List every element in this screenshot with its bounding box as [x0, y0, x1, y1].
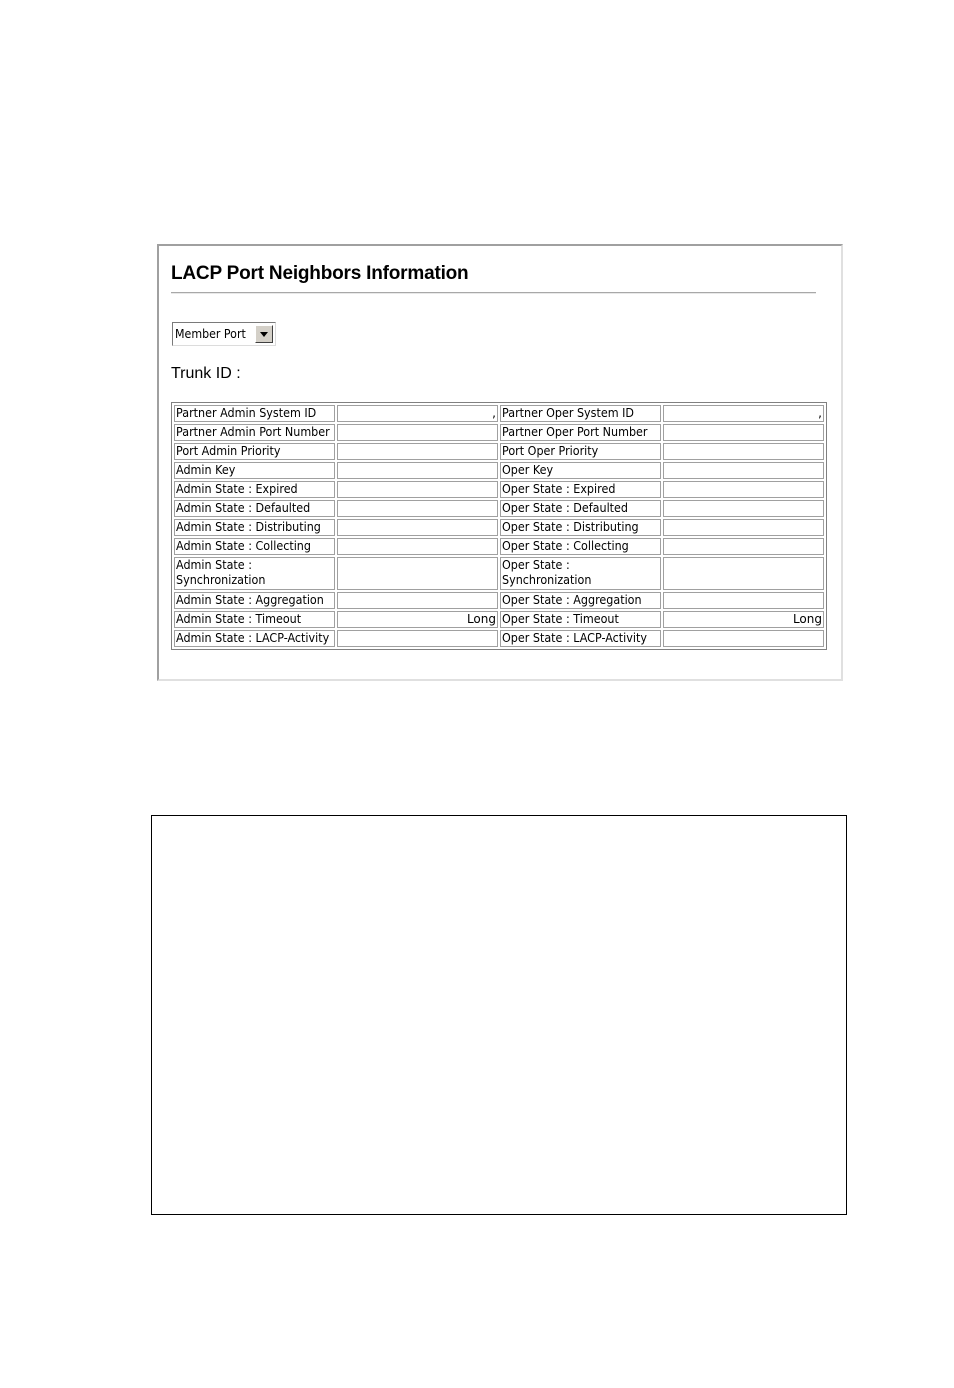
oper-field-value-cell — [663, 500, 824, 517]
admin-field-value-cell — [337, 462, 498, 479]
oper-field-value-cell — [663, 424, 824, 441]
oper-field-label-cell — [500, 611, 661, 628]
admin-field-value-cell — [337, 424, 498, 441]
oper-field-value-cell — [663, 592, 824, 609]
oper-field-value: Long — [792, 612, 822, 626]
oper-field-label-cell — [500, 462, 661, 479]
neighbors-info-table — [171, 402, 827, 650]
admin-field-value: , — [492, 406, 496, 420]
table-row — [174, 424, 824, 441]
admin-field-value-cell — [337, 592, 498, 609]
admin-field-value-cell — [337, 443, 498, 460]
table-row — [174, 630, 824, 647]
table-row — [174, 405, 824, 422]
table-row — [174, 481, 824, 498]
admin-field-value-cell — [337, 405, 498, 422]
admin-field-label: Admin State : Timeout — [176, 612, 302, 626]
trunk-id-label: Trunk ID : — [171, 365, 241, 382]
oper-field-value-cell — [663, 443, 824, 460]
oper-field-label-cell — [500, 557, 661, 590]
oper-field-label: Oper Key — [502, 463, 554, 477]
admin-field-label: Admin State : Defaulted — [176, 501, 311, 515]
oper-field-label: Partner Oper Port Number — [502, 425, 648, 439]
oper-field-label: Partner Oper System ID — [502, 406, 635, 420]
oper-field-label-cell — [500, 519, 661, 536]
oper-field-label-cell — [500, 592, 661, 609]
admin-field-value-cell — [337, 630, 498, 647]
admin-field-value-cell — [337, 538, 498, 555]
oper-field-value-cell — [663, 557, 824, 590]
admin-field-label-cell — [174, 611, 335, 628]
oper-field-value: , — [818, 406, 822, 420]
oper-field-label: Oper State : Timeout — [502, 612, 619, 626]
admin-field-value-cell — [337, 557, 498, 590]
oper-field-value-cell — [663, 630, 824, 647]
oper-field-label: Oper State : Distributing — [502, 520, 639, 534]
admin-field-value-cell — [337, 500, 498, 517]
oper-field-label-cell — [500, 424, 661, 441]
admin-field-label: Partner Admin System ID — [176, 406, 317, 420]
admin-field-label: Port Admin Priority — [176, 444, 281, 458]
admin-field-value-cell — [337, 519, 498, 536]
oper-field-label: Port Oper Priority — [502, 444, 599, 458]
member-port-select-value: Member Port — [175, 327, 246, 341]
admin-field-label-cell — [174, 519, 335, 536]
table-row — [174, 443, 824, 460]
admin-field-label-cell — [174, 443, 335, 460]
admin-field-label-cell — [174, 557, 335, 590]
table-row — [174, 611, 824, 628]
oper-field-label: Oper State : LACP-Activity — [502, 631, 647, 645]
admin-field-label-cell — [174, 462, 335, 479]
admin-field-label: Admin State : Aggregation — [176, 593, 324, 607]
blank-frame — [151, 815, 847, 1215]
oper-field-value-cell — [663, 611, 824, 628]
admin-field-label: Admin State : Synchronization — [176, 558, 266, 587]
chevron-down-icon[interactable] — [255, 325, 273, 343]
oper-field-label-cell — [500, 481, 661, 498]
oper-field-value-cell — [663, 519, 824, 536]
admin-field-label-cell — [174, 500, 335, 517]
oper-field-label: Oper State : Defaulted — [502, 501, 629, 515]
oper-field-label: Oper State : Aggregation — [502, 593, 642, 607]
oper-field-label-cell — [500, 405, 661, 422]
oper-field-value-cell — [663, 481, 824, 498]
admin-field-label-cell — [174, 592, 335, 609]
admin-field-value-cell — [337, 481, 498, 498]
admin-field-label: Admin Key — [176, 463, 236, 477]
admin-field-label: Admin State : Expired — [176, 482, 298, 496]
oper-field-label-cell — [500, 630, 661, 647]
oper-field-label: Oper State : Expired — [502, 482, 616, 496]
admin-field-value-cell — [337, 611, 498, 628]
admin-field-label: Admin State : Collecting — [176, 539, 311, 553]
member-port-select[interactable] — [172, 322, 276, 346]
oper-field-label-cell — [500, 443, 661, 460]
admin-field-label-cell — [174, 630, 335, 647]
title-divider — [171, 292, 816, 294]
table-row — [174, 592, 824, 609]
lacp-neighbors-panel — [157, 244, 843, 681]
oper-field-value-cell — [663, 405, 824, 422]
admin-field-label-cell — [174, 405, 335, 422]
table-row — [174, 519, 824, 536]
admin-field-label-cell — [174, 424, 335, 441]
admin-field-label: Partner Admin Port Number — [176, 425, 330, 439]
page-title: LACP Port Neighbors Information — [171, 263, 469, 284]
oper-field-value-cell — [663, 462, 824, 479]
table-row — [174, 500, 824, 517]
admin-field-label-cell — [174, 538, 335, 555]
oper-field-label: Oper State : Collecting — [502, 539, 629, 553]
dropdown-arrow-glyph — [260, 332, 268, 337]
neighbors-info-table-body — [174, 405, 824, 647]
admin-field-label: Admin State : Distributing — [176, 520, 321, 534]
table-row — [174, 462, 824, 479]
oper-field-label-cell — [500, 500, 661, 517]
admin-field-label: Admin State : LACP-Activity — [176, 631, 330, 645]
table-row — [174, 557, 824, 590]
table-row — [174, 538, 824, 555]
admin-field-label-cell — [174, 481, 335, 498]
oper-field-value-cell — [663, 538, 824, 555]
oper-field-label: Oper State : Synchronization — [502, 558, 592, 587]
admin-field-value: Long — [466, 612, 496, 626]
oper-field-label-cell — [500, 538, 661, 555]
